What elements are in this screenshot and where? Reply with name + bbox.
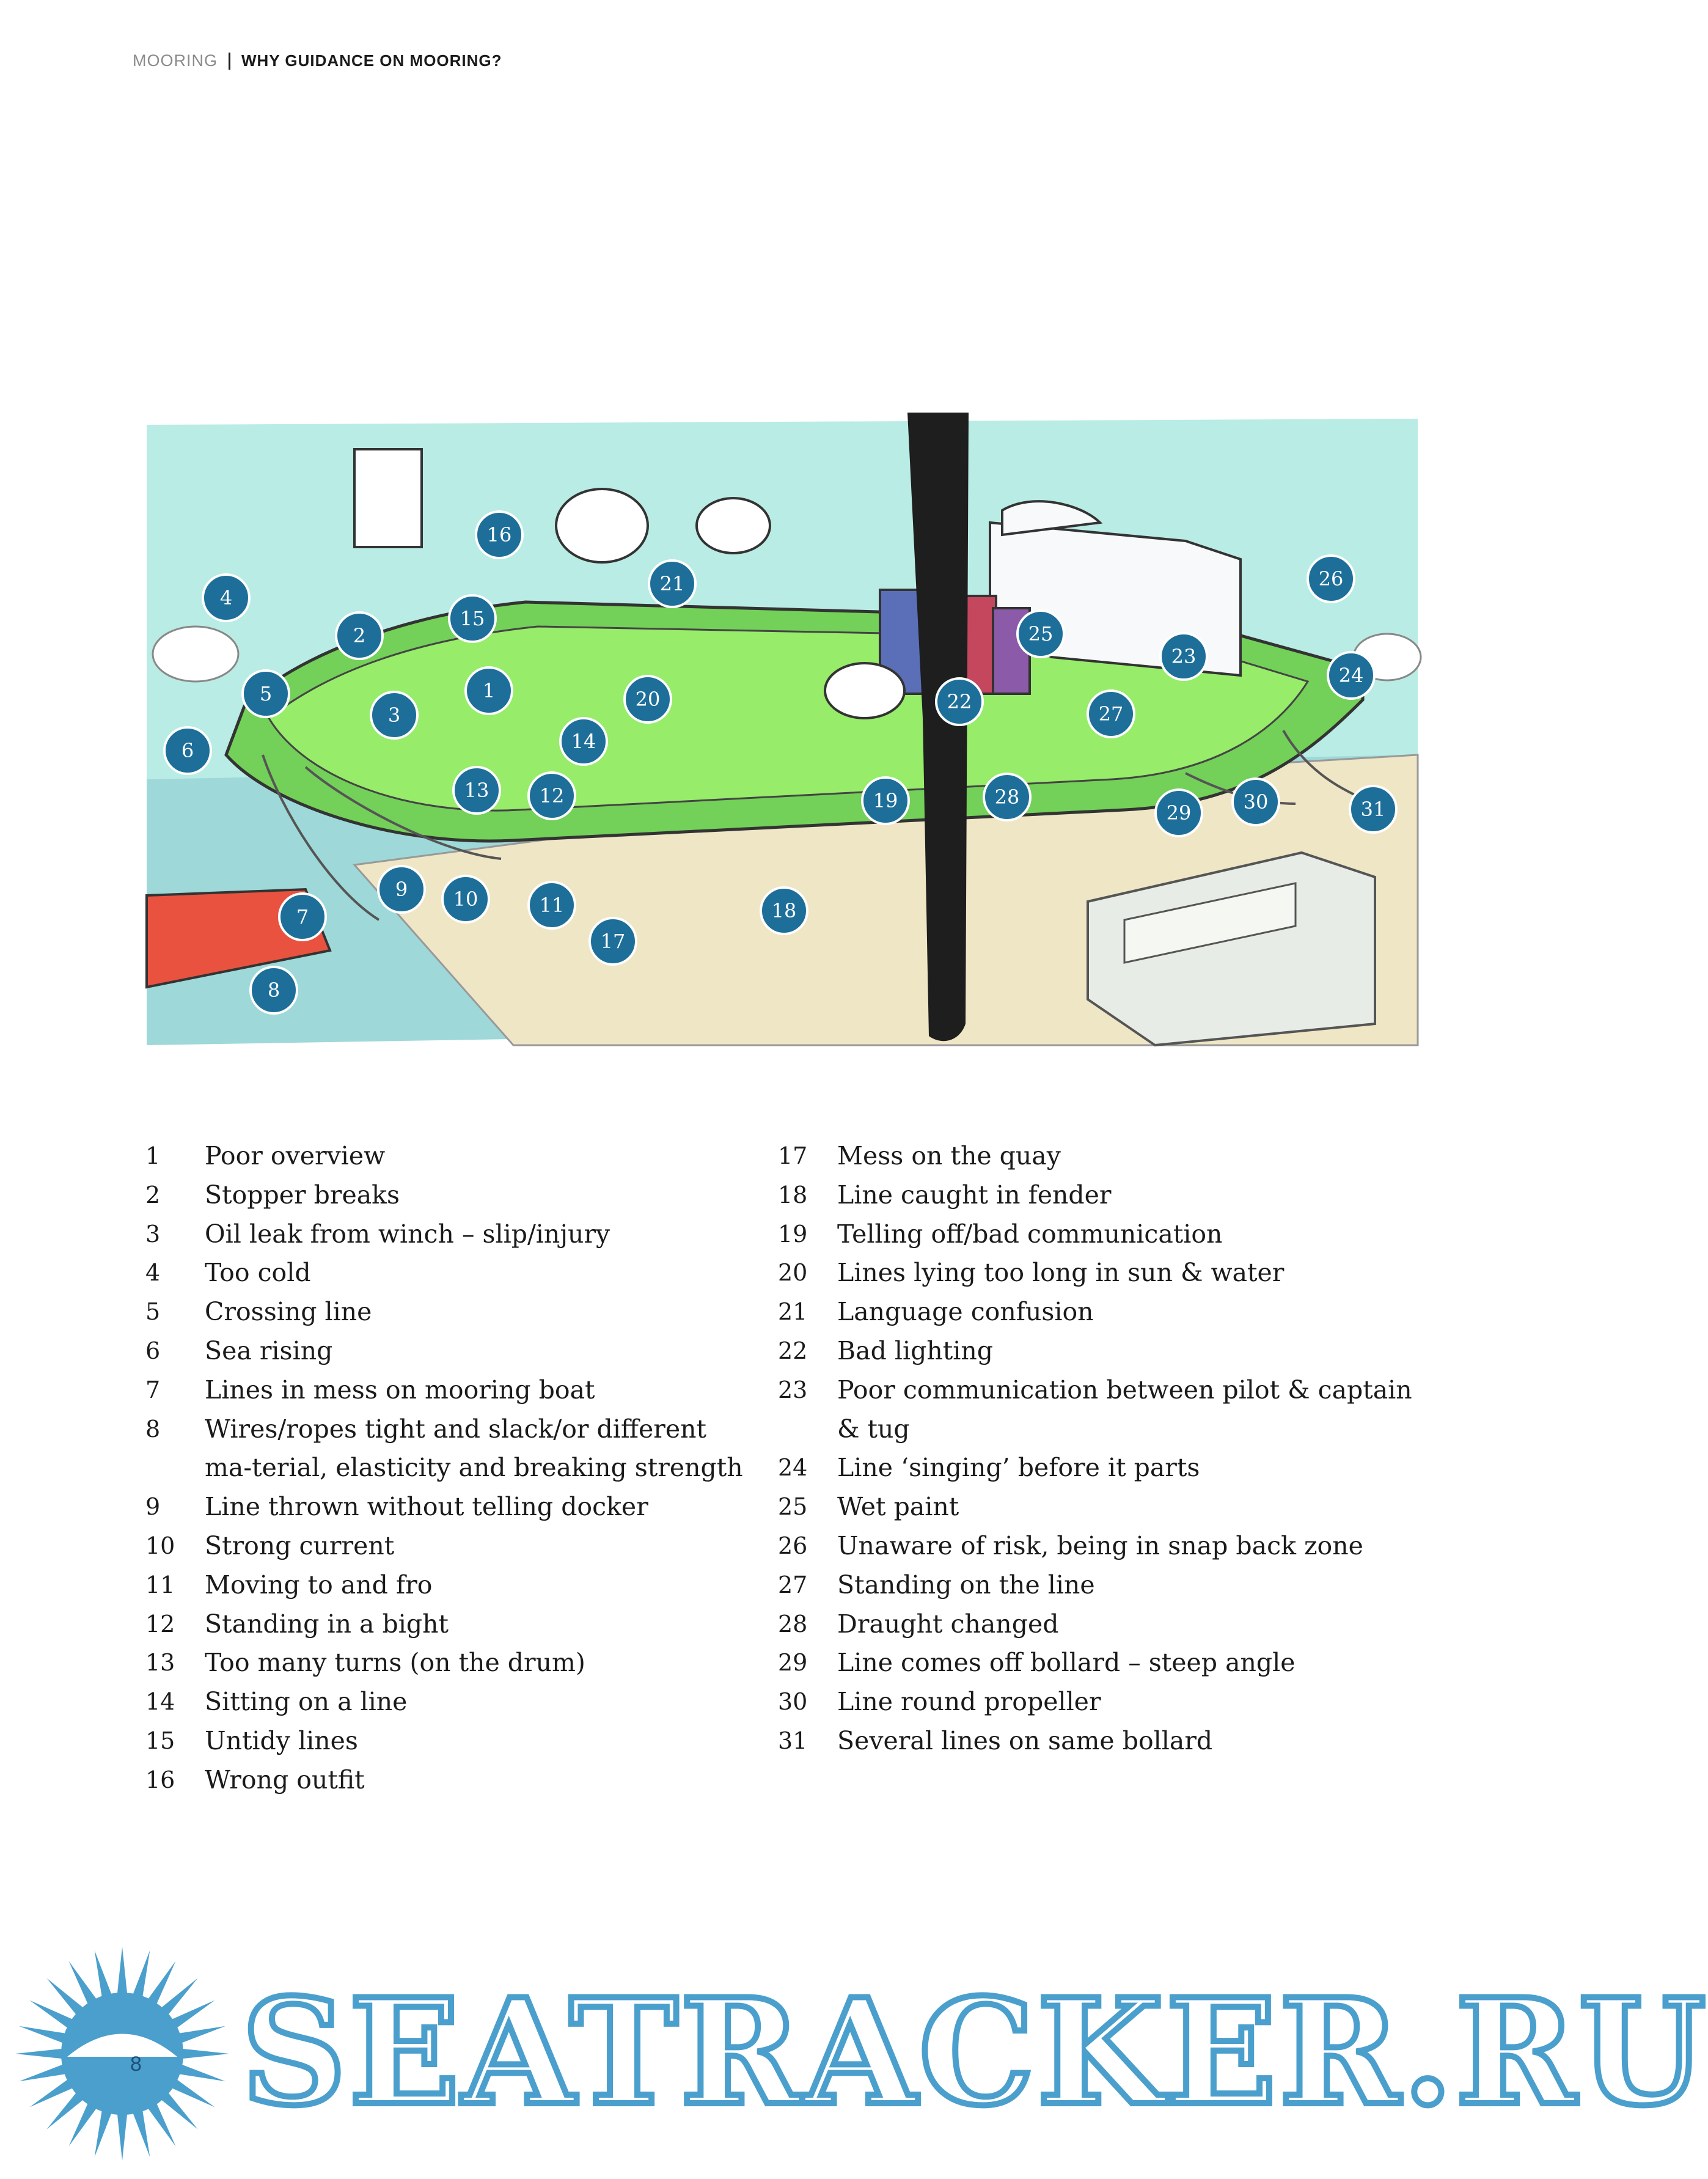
list-item — [778, 1176, 1420, 1215]
hazard-marker-16: 16 — [475, 510, 524, 559]
list-item — [145, 1605, 744, 1644]
sun-ray — [147, 2101, 176, 2147]
item-number: 6 — [145, 1337, 161, 1364]
list-item — [778, 1215, 1420, 1254]
list-item — [778, 1488, 1420, 1527]
sun-ray — [117, 1947, 128, 1996]
hazard-marker-8: 8 — [249, 966, 298, 1015]
list-item — [778, 1644, 1420, 1683]
sun-ray — [29, 2078, 75, 2107]
item-number: 7 — [145, 1376, 161, 1403]
item-text: Line thrown without telling docker — [205, 1492, 648, 1522]
item-text: Too cold — [205, 1258, 311, 1288]
item-text: Wet paint — [837, 1492, 959, 1522]
hazard-marker-28: 28 — [983, 773, 1032, 821]
item-text: Line ‘singing’ before it parts — [837, 1453, 1200, 1483]
item-text: Line comes off bollard – steep angle — [837, 1648, 1296, 1678]
sun-ray — [19, 2063, 68, 2081]
hazard-marker-6: 6 — [163, 726, 212, 775]
hazard-marker-1: 1 — [464, 666, 513, 715]
sun-ray — [180, 2049, 229, 2059]
sun-ray — [69, 2101, 98, 2147]
list-item — [778, 1683, 1420, 1722]
item-number: 16 — [145, 1766, 175, 1793]
hazard-marker-25: 25 — [1016, 609, 1065, 658]
list-item — [778, 1566, 1420, 1605]
hazard-marker-19: 19 — [861, 776, 910, 825]
item-text: Draught changed — [837, 1609, 1059, 1639]
sun-ray — [170, 2001, 215, 2030]
item-text: Strong current — [205, 1530, 395, 1560]
item-number: 4 — [145, 1259, 161, 1287]
item-text: Lines in mess on mooring boat — [205, 1375, 595, 1405]
item-text: Sea rising — [205, 1336, 333, 1365]
list-item — [145, 1761, 744, 1800]
list-item — [778, 1254, 1420, 1293]
item-text: Moving to and fro — [205, 1570, 433, 1600]
hazard-marker-4: 4 — [202, 573, 251, 622]
item-number: 1 — [145, 1142, 161, 1169]
list-item — [145, 1332, 744, 1371]
item-text: Stopper breaks — [205, 1180, 400, 1210]
hazard-marker-11: 11 — [527, 881, 576, 930]
list-item — [145, 1137, 744, 1176]
hazard-marker-15: 15 — [448, 594, 497, 643]
hazard-marker-24: 24 — [1327, 651, 1376, 700]
item-text: Unaware of risk, being in snap back zone — [837, 1530, 1363, 1560]
list-item — [145, 1527, 744, 1566]
hazard-marker-18: 18 — [760, 886, 808, 935]
sun-ray — [177, 2026, 225, 2044]
sun-ray — [117, 2112, 128, 2161]
running-header — [133, 51, 502, 70]
item-text: Oil leak from winch – slip/injury — [205, 1219, 610, 1249]
sun-ray — [95, 1950, 112, 1999]
sun-ray — [177, 2063, 225, 2081]
item-text: Lines lying too long in sun & water — [837, 1258, 1285, 1288]
hazard-marker-20: 20 — [623, 675, 672, 724]
sun-ray — [170, 2078, 215, 2107]
hazard-marker-27: 27 — [1087, 689, 1135, 738]
item-number: 17 — [778, 1142, 808, 1169]
list-item — [778, 1527, 1420, 1566]
hazard-marker-29: 29 — [1154, 788, 1203, 837]
list-item — [145, 1176, 744, 1215]
item-text: Poor overview — [205, 1141, 386, 1170]
item-number: 21 — [778, 1298, 808, 1326]
list-item — [145, 1293, 744, 1332]
item-text: Language confusion — [837, 1297, 1094, 1327]
item-number: 23 — [778, 1376, 808, 1403]
list-item — [778, 1722, 1420, 1761]
item-text: Crossing line — [205, 1297, 372, 1327]
item-number: 19 — [778, 1220, 808, 1248]
sun-ray — [29, 2001, 75, 2030]
list-item — [778, 1371, 1420, 1449]
item-text: Sitting on a line — [205, 1687, 408, 1717]
item-text: Untidy lines — [205, 1725, 358, 1755]
hazard-marker-2: 2 — [335, 611, 384, 660]
item-text: Standing in a bight — [205, 1609, 449, 1639]
item-number: 24 — [778, 1454, 808, 1482]
hazard-marker-30: 30 — [1231, 777, 1280, 826]
list-item — [145, 1371, 744, 1410]
hazard-marker-17: 17 — [588, 917, 637, 966]
item-text: Poor communication between pilot & captain & tug — [837, 1375, 1412, 1444]
sun-ray — [147, 1961, 176, 2006]
hazard-list-right — [778, 1137, 1420, 1761]
item-number: 26 — [778, 1532, 808, 1559]
hazard-marker-9: 9 — [377, 865, 426, 914]
item-number: 28 — [778, 1610, 808, 1637]
item-text: Wires/ropes tight and slack/or different ma-terial, elasticity and breaking strength — [205, 1414, 743, 1483]
list-item — [778, 1332, 1420, 1371]
hazard-marker-26: 26 — [1307, 554, 1355, 603]
hazard-marker-7: 7 — [278, 892, 327, 941]
hazard-marker-12: 12 — [527, 771, 576, 820]
header-divider — [229, 53, 230, 70]
sun-ray — [132, 2108, 150, 2157]
item-text: Several lines on same bollard — [837, 1725, 1213, 1755]
sun-ray — [19, 2026, 68, 2044]
item-number: 12 — [145, 1610, 175, 1637]
item-number: 29 — [778, 1649, 808, 1677]
item-text: Line caught in fender — [837, 1180, 1112, 1210]
item-number: 27 — [778, 1571, 808, 1598]
item-number: 10 — [145, 1532, 175, 1559]
sun-logo-icon — [9, 1931, 229, 2176]
item-number: 11 — [145, 1571, 175, 1598]
item-number: 30 — [778, 1688, 808, 1716]
item-number: 13 — [145, 1649, 175, 1677]
list-item — [145, 1722, 744, 1761]
list-item — [145, 1644, 744, 1683]
item-text: Standing on the line — [837, 1570, 1095, 1600]
sun-ray — [69, 1961, 98, 2006]
hazard-marker-3: 3 — [370, 691, 419, 740]
item-number: 5 — [145, 1298, 161, 1326]
sun-ray — [15, 2049, 64, 2059]
page-number: 8 — [130, 2052, 142, 2076]
hazard-marker-21: 21 — [648, 559, 697, 608]
mooring-hazards-illustration — [147, 413, 1418, 1045]
hazard-list-left — [145, 1137, 744, 1800]
item-number: 3 — [145, 1220, 161, 1248]
hazard-marker-10: 10 — [441, 875, 490, 924]
item-number: 20 — [778, 1259, 808, 1287]
hazard-marker-23: 23 — [1159, 632, 1208, 681]
list-item — [778, 1137, 1420, 1176]
item-number: 22 — [778, 1337, 808, 1364]
list-item — [778, 1605, 1420, 1644]
list-item — [145, 1683, 744, 1722]
list-item — [145, 1410, 744, 1488]
item-number: 14 — [145, 1688, 175, 1716]
item-number: 8 — [145, 1415, 161, 1442]
item-number: 31 — [778, 1727, 808, 1754]
hazard-marker-22: 22 — [935, 677, 984, 726]
item-number: 25 — [778, 1493, 808, 1521]
list-item — [145, 1254, 744, 1293]
list-item — [145, 1488, 744, 1527]
item-number: 2 — [145, 1181, 161, 1208]
list-item — [145, 1215, 744, 1254]
item-number: 18 — [778, 1181, 808, 1208]
hazard-marker-14: 14 — [559, 717, 608, 766]
hazard-marker-31: 31 — [1349, 785, 1398, 834]
item-text: Line round propeller — [837, 1687, 1101, 1717]
sun-ray — [132, 1950, 150, 1999]
item-text: Bad lighting — [837, 1336, 993, 1365]
item-text: Mess on the quay — [837, 1141, 1061, 1170]
item-text: Too many turns (on the drum) — [205, 1648, 585, 1678]
header-title: WHY GUIDANCE ON MOORING? — [241, 51, 502, 70]
hazard-marker-13: 13 — [452, 766, 501, 815]
hazard-marker-5: 5 — [241, 669, 290, 718]
item-text: Telling off/bad communication — [837, 1219, 1223, 1249]
list-item — [778, 1449, 1420, 1488]
item-number: 15 — [145, 1727, 175, 1754]
watermark-text: SEATRACKER.RU — [241, 1968, 1708, 2138]
item-number: 9 — [145, 1493, 161, 1521]
header-section: MOORING — [133, 51, 218, 70]
list-item — [145, 1566, 744, 1605]
item-text: Wrong outfit — [205, 1765, 365, 1795]
list-item — [778, 1293, 1420, 1332]
sun-ray — [95, 2108, 112, 2157]
